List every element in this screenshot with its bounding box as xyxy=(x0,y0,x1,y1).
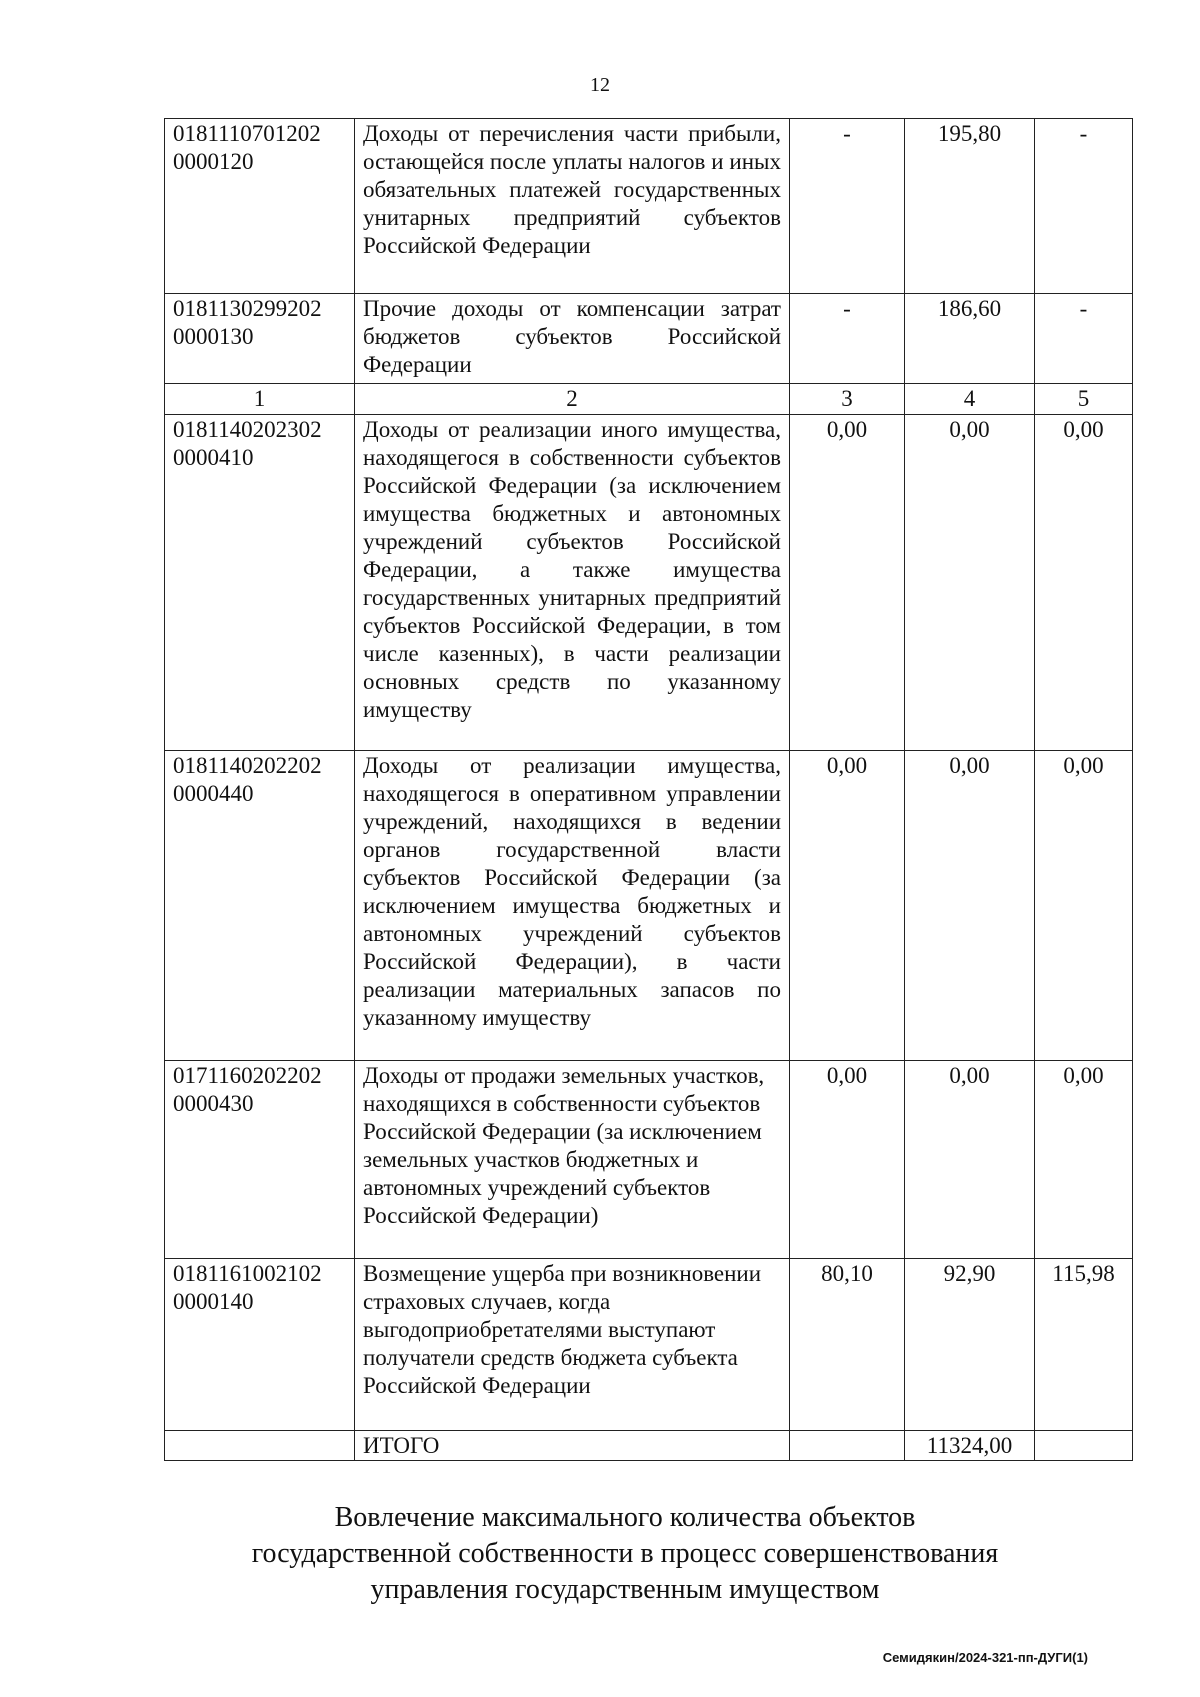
row-code xyxy=(165,119,355,294)
row-description: Возмещение ущерба при возникновении страховых случаев, когда выгодоприобретателями выступают получатели средств бюджета субъекта Российской Федерации xyxy=(355,1259,790,1431)
table-row xyxy=(165,119,1133,294)
code-line-2: 0000130 xyxy=(173,324,254,349)
code-line-1: 0181140202202 xyxy=(173,753,322,778)
row-code xyxy=(165,1259,355,1431)
total-col4: 11324,00 xyxy=(905,1431,1035,1461)
section-title xyxy=(240,1500,1010,1608)
row-description: Доходы от продажи земельных участков, находящихся в собственности субъектов Российской Федерации (за исключением земельных участков бюджетных и автономных учреждений субъектов Российской Федерации) xyxy=(355,1061,790,1259)
column-number: 4 xyxy=(905,384,1035,415)
row-col5: 0,00 xyxy=(1035,415,1133,751)
column-number: 5 xyxy=(1035,384,1133,415)
row-code xyxy=(165,294,355,384)
table-row xyxy=(165,415,1133,751)
code-line-2: 0000410 xyxy=(173,445,254,470)
column-number: 1 xyxy=(165,384,355,415)
row-col3: 80,10 xyxy=(790,1259,905,1431)
column-number: 2 xyxy=(355,384,790,415)
row-col4: 92,90 xyxy=(905,1259,1035,1431)
row-description: Прочие доходы от компенсации затрат бюджетов субъектов Российской Федерации xyxy=(355,294,790,384)
total-col3 xyxy=(790,1431,905,1461)
row-col5: - xyxy=(1035,294,1133,384)
code-line-1: 0181110701202 xyxy=(173,121,321,146)
row-code xyxy=(165,751,355,1061)
table-row xyxy=(165,1259,1133,1431)
row-description: Доходы от реализации имущества, находящегося в оперативном управлении учреждений, находящихся в ведении органов государственной власти субъектов Российской Федерации (за исключением имущества бюджетных и автономных учреждений субъектов Российской Федерации), в части реализации материальных запасов по указанному имуществу xyxy=(355,751,790,1061)
row-col3: - xyxy=(790,119,905,294)
total-code xyxy=(165,1431,355,1461)
row-col4: 0,00 xyxy=(905,751,1035,1061)
code-line-1: 0171160202202 xyxy=(173,1063,322,1088)
row-code xyxy=(165,415,355,751)
row-description: Доходы от перечисления части прибыли, остающейся после уплаты налогов и иных обязательных платежей государственных унитарных предприятий субъектов Российской Федерации xyxy=(355,119,790,294)
code-line-1: 0181130299202 xyxy=(173,296,322,321)
code-line-1: 0181161002102 xyxy=(173,1261,322,1286)
table-row xyxy=(165,294,1133,384)
row-col5: 0,00 xyxy=(1035,1061,1133,1259)
column-number-row xyxy=(165,384,1133,415)
document-reference-stamp: Семидякин/2024-321-пп-ДУГИ(1) xyxy=(882,1650,1088,1665)
total-label: ИТОГО xyxy=(355,1431,790,1461)
row-col5: - xyxy=(1035,119,1133,294)
row-col3: 0,00 xyxy=(790,751,905,1061)
total-row xyxy=(165,1431,1133,1461)
page-number: 12 xyxy=(590,74,610,96)
column-number: 3 xyxy=(790,384,905,415)
revenue-table xyxy=(164,118,1133,1461)
row-col4: 0,00 xyxy=(905,1061,1035,1259)
row-col4: 186,60 xyxy=(905,294,1035,384)
row-col5: 115,98 xyxy=(1035,1259,1133,1431)
row-col3: - xyxy=(790,294,905,384)
row-col3: 0,00 xyxy=(790,1061,905,1259)
section-title-line: государственной собственности в процесс совершенствования xyxy=(251,1538,999,1569)
row-description: Доходы от реализации иного имущества, находящегося в собственности субъектов Российской Федерации (за исключением имущества бюджетных и автономных учреждений субъектов Российской Федерации, а также имущества государственных унитарных предприятий субъектов Российской Федерации, в том числе казенных), в части реализации основных средств по указанному имуществу xyxy=(355,415,790,751)
code-line-1: 0181140202302 xyxy=(173,417,322,442)
table-row xyxy=(165,1061,1133,1259)
code-line-2: 0000430 xyxy=(173,1091,254,1116)
row-col3: 0,00 xyxy=(790,415,905,751)
code-line-2: 0000440 xyxy=(173,781,254,806)
row-col5: 0,00 xyxy=(1035,751,1133,1061)
row-col4: 195,80 xyxy=(905,119,1035,294)
code-line-2: 0000140 xyxy=(173,1289,254,1314)
section-title-line: управления государственным имуществом xyxy=(370,1574,880,1605)
row-col4: 0,00 xyxy=(905,415,1035,751)
section-title-line: Вовлечение максимального количества объектов xyxy=(334,1502,916,1533)
table-row xyxy=(165,751,1133,1061)
row-code xyxy=(165,1061,355,1259)
code-line-2: 0000120 xyxy=(173,149,254,174)
total-col5 xyxy=(1035,1431,1133,1461)
